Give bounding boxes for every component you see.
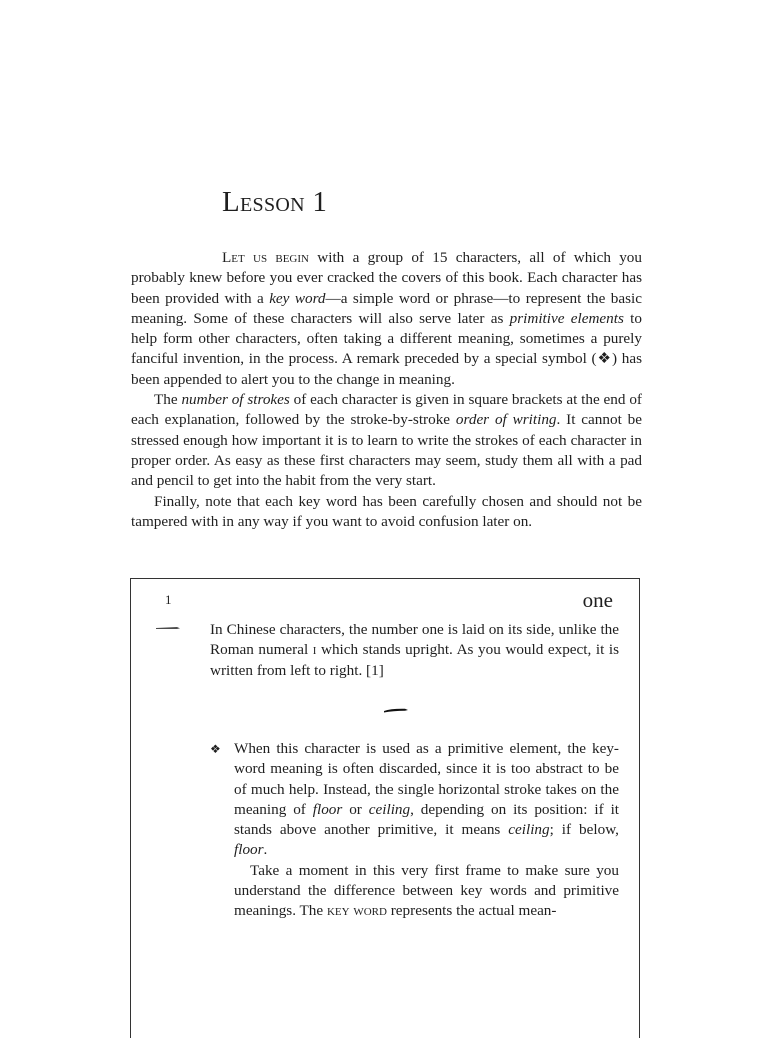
lesson-heading: Lesson 1 (222, 186, 328, 218)
intro-paragraph-3: Finally, note that each key word has been carefully chosen and should not be tampered with in any way if you want to avoid confusion later on. (131, 492, 642, 530)
primitive-symbol-icon: ❖ (210, 742, 221, 756)
stroke-order-diagram (381, 702, 411, 718)
explanation-text: is laid on its side, unlike the Roman numeral (210, 621, 619, 659)
explanation-keyword: one (421, 621, 444, 638)
order-term: order of writing (455, 411, 557, 429)
floor-term: floor (312, 800, 343, 818)
intro-text: The (154, 391, 182, 409)
primitive-note (210, 739, 619, 922)
frame-number: 1 (165, 592, 172, 607)
frame-explanation (210, 620, 619, 681)
key-word-small-caps: key word (326, 902, 387, 920)
intro-text: —a simple word or phrase—to represent the basic meaning. Some of these characters will also serve later as (131, 289, 643, 327)
intro-text: with a group of 15 characters, all of which you probably knew before you ever cracked the covers of this book. Each character has been provided with a (131, 249, 642, 307)
explanation-text: In Chinese characters, the number (210, 621, 422, 638)
primitive-text: or (342, 800, 369, 818)
ceiling-term: ceiling (508, 821, 550, 839)
strokes-term: number of strokes (181, 391, 290, 409)
intro-lead: Let us begin (222, 249, 309, 266)
intro-paragraph-1 (131, 248, 642, 390)
intro-paragraph-2 (131, 390, 642, 491)
lesson-intro (131, 248, 642, 532)
key-word-term: key word (269, 289, 326, 307)
primitive-paragraph-1 (234, 739, 619, 861)
intro-text: . It cannot be stressed enough how important it is to learn to write the strokes of each character in proper order. As easy as these first characters may seem, study them all with a pad and pencil to get into the habit from the very start. (131, 411, 642, 490)
primitive-paragraph-2 (234, 861, 619, 922)
ceiling-term: ceiling (368, 800, 411, 818)
intro-text: to help form other characters, often taking a different meaning, sometimes a purely fanciful invention, in the process. A remark preceded by a special symbol (❖) has been appended to alert you to the change in meaning. (131, 309, 642, 388)
character-frame (130, 578, 640, 1038)
primitive-text: Take a moment in this very first frame to make sure you understand the difference between key words and primitive meanings. The (234, 861, 619, 920)
primitive-text: When this character is used as a primitive element, the key-word meaning is often discarded, since it is too abstract to be of much help. Instead, the single horizontal stroke takes on the meaning of (234, 740, 619, 818)
roman-numeral: i (312, 641, 317, 659)
floor-term: floor (234, 841, 264, 859)
primitive-text: . (263, 841, 268, 859)
frame-keyword: one (582, 588, 613, 612)
primitive-text: , depending on its position: if it stands above another primitive, it means (234, 800, 620, 839)
explanation-text: which stands upright. As you would expect, it is written from left to right. [1] (210, 641, 619, 679)
primitive-elements-term: primitive elements (509, 309, 624, 327)
primitive-text: represents the actual mean- (386, 902, 557, 920)
intro-text: of each character is given in square brackets at the end of each explanation, followed by the stroke-by-stroke (131, 391, 642, 429)
primitive-text: ; if below, (549, 821, 619, 839)
character-one-glyph (155, 621, 181, 635)
